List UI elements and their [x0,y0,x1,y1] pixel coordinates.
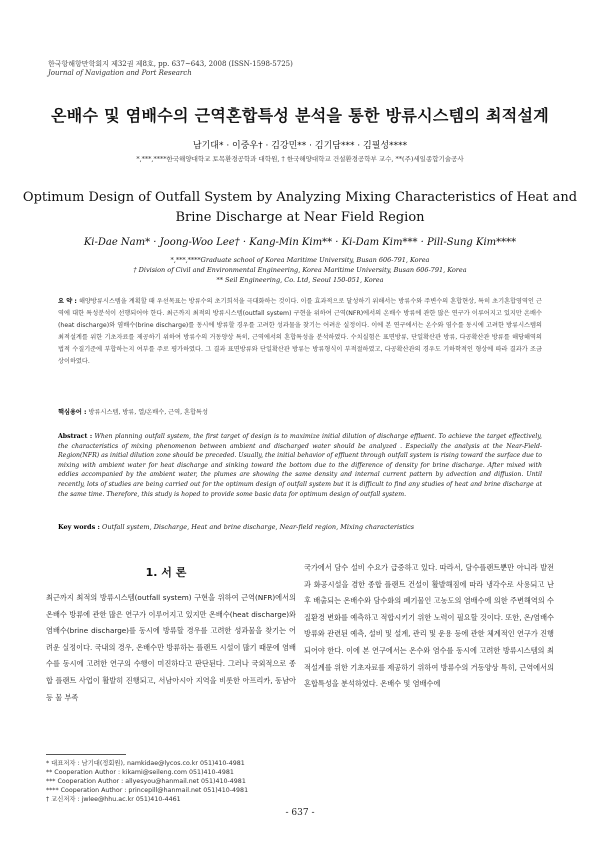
body-column-left: 최근까지 최적의 방류시스템(outfall system) 구현을 위하여 근역(NFR)에서의 온배수 방류에 관한 많은 연구가 이루어지고 있지만 온배수(heat discharge)와 염배수(brine discharge)를 동시에 방류할 경우를 고려한 성과물을 찾기는 어려운 실정이다. 국내의 경우, 온배수만 방류하는 플랜트 시설이 많기 때문에 염배수를 동시에 고려한 연구의 수행이 미진하다고 판단된다. 그러나 국외적으로 종합 플랜트 사업이 활발히 진행되고, 서남아시아 지역을 비롯한 아프리카, 동남아 등 물 부족 [46,593,296,702]
keywords-english-label: Key words : [58,523,100,531]
footnote: ** Cooperation Author : kikami@seileng.com 051)410-4981 [46,769,234,776]
footnote: * 대표저자 : 남기대(정회원), namkidae@lycos.co.kr 051)410-4981 [46,760,245,767]
footnotes [46,759,306,804]
affiliations-korean: *,***,****한국해양대학교 토목환경공학과 대학원, † 한국해양대학교 건설환경공학부 교수, **(주)세일종합기술공사 [136,155,464,163]
keywords-korean [58,407,542,416]
title-english-line1: Optimum Design of Outfall System by Analyzing Mixing Characteristics of Heat and [22,190,578,205]
keywords-korean-text: 방류시스템, 방류, 열/온배수, 근역, 혼합특성 [88,409,208,416]
affiliation-line: ** Seil Engineering, Co. Ltd, Seoul 150-051, Korea [216,276,384,284]
footnote: † 교신저자 : jwlee@hhu.ac.kr 051)410-4461 [46,796,181,803]
abstract-english [58,432,542,499]
abstract-korean-label: 요 약 : [58,298,77,305]
affiliations-english [0,255,600,285]
page-number: - 637 - [285,808,315,818]
keywords-english-text: Outfall system, Discharge, Heat and brine discharge, Near-field region, Mixing characteristics [101,523,415,531]
abstract-korean-text: 해양방류시스템을 계획할 때 우선목표는 방류수의 초기희석을 극대화하는 것이다. 이를 효과적으로 달성하기 위해서는 방류수와 주변수의 혼합현상, 특히 초기혼합영역인 근역에 대한 특성분석이 선행되어야 한다. 최근까지 최적의 방류시스템(outfall system) 구현을 위하여 근역(NFR)에서의 온배수 방류에 관한 많은 연구가 이루어지고 있지만 온배수(heat discharge)와 염배수(brine discharge)를 동시에 방류할 경우를 고려한 성과물을 찾기는 어려운 실정이다. 이에 본 연구에서는 온수와 염수를 동시에 고려한 방류시스템의 최적설계를 위한 기초자료를 제공하기 위하여 방류수의 거동양상 특히, 근역에서의 혼합특성을 분석하였다. 수치실험은 표면방류, 단일확산관 방류, 다공확산관 방류를 해당해역의 법적 수질기준에 부합하는지 여부를 주로 평가하였다. 그 결과 표면방류와 단일확산관 방류는 방류형식이 부적절하였고, 다공확산관의 경우도 기하학적인 형상에 따라 결과가 조금 상이하였다. [58,298,542,365]
abstract-english-label: Abstract : [58,433,93,440]
abstract-english-text: When planning outfall system, the first target of design is to maximize initial dilution of discharge effluent. To achieve the target effectively, the characteristics of mixing phenomenon between ambient and discharged water should be analyzed . Especially the analysis at the Near-Field-Region(NFR) as initial dilution zone should be preceded. Usually, the initial behavior of effluent through outfall system is rising toward the surface due to mixing with ambient water for heat discharge and sinking toward the bottom due to the difference of density for brine discharge. After mixed with eddies accompanied by the ambient water, the plumes are showing the same density and internal current pattern by advection and diffusion. Until recently, lots of studies are being carried out for the optimum design of outfall system but it is difficult to find any studies of heat and brine discharge at the same time. Therefore, this study is hoped to provide some basic data for optimum design of outfall system. [58,433,542,498]
title-korean: 온배수 및 염배수의 근역혼합특성 분석을 통한 방류시스템의 최적설계 [50,106,550,125]
journal-citation: 한국항해항만학회지 제32권 제8호, pp. 637~643, 2008 (ISSN-1598-5725) [48,60,293,68]
footnote-divider [46,754,126,755]
keywords-korean-label: 핵심용어 : [58,409,87,416]
affiliation-line: † Division of Civil and Environmental Engineering, Korea Maritime University, Busan 606-791, Korea [133,266,467,274]
abstract-korean [58,296,542,368]
affiliation-line: *,***,****Graduate school of Korea Maritime University, Busan 606-791, Korea [170,256,430,264]
journal-header [48,60,293,78]
footnote: **** Cooperation Author : princepill@hanmail.net 051)410-4981 [46,787,249,794]
title-english-line2: Brine Discharge at Near Field Region [175,210,425,225]
journal-name: Journal of Navigation and Port Research [48,69,192,77]
section-heading-introduction: 1. 서 론 [145,566,187,579]
footnote: *** Cooperation Author : allyesyou@hanmail.net 051)410-4981 [46,778,246,785]
title-english [20,188,580,228]
body-column-right: 국가에서 담수 설비 수요가 급증하고 있다. 따라서, 담수플랜트뿐만 아니라 발전과 화공시설을 겸한 종합 플랜트 건설이 활발해짐에 따라 냉각수로 사용되고 난 후 배출되는 온배수와 담수화의 폐기물인 고농도의 염배수에 의한 주변해역의 수질환경 변화를 예측하고 적합시키기 위한 노력이 필요할 것이다. 또한, 온/염배수 방류와 관련된 예측, 설비 및 설계, 관리 및 운용 등에 관한 체계적인 연구가 진행되어야 한다. 이에 본 연구에서는 온수와 염수를 동시에 고려한 방류시스템의 최적설계를 위한 기초자료를 제공하기 위하여 방류수의 거동양상 특히, 근역에서의 혼합특성을 분석하였다. 온배수 및 염배수에 [304,563,554,689]
authors-english: Ki-Dae Nam* · Joong-Woo Lee† · Kang-Min Kim** · Ki-Dam Kim*** · Pill-Sung Kim**** [83,237,517,248]
keywords-english [58,523,542,531]
authors-korean: 남기대* · 이중우† · 김강민** · 김기담*** · 김필성**** [192,141,408,151]
